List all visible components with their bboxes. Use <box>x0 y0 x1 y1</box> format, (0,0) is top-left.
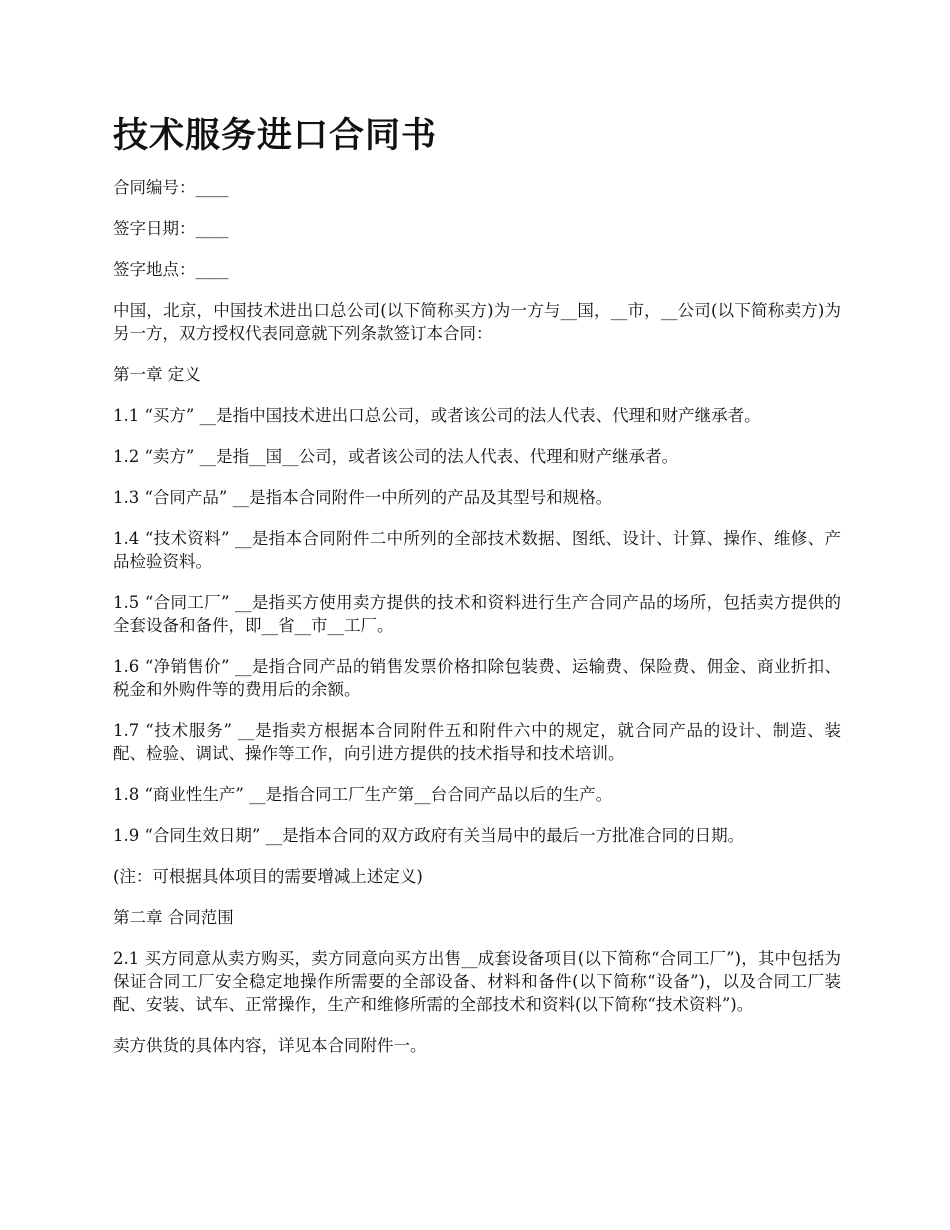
document-page <box>113 112 841 1075</box>
clause-1-6: 1.6 “净销售价” __是指合同产品的销售发票价格扣除包装费、运输费、保险费、佣金、商业折扣、税金和外购件等的费用后的余额。 <box>113 657 841 699</box>
chapter-2-heading: 第二章 合同范围 <box>113 908 234 927</box>
clause-1-2: 1.2 “卖方” __是指__国__公司，或者该公司的法人代表、代理和财产继承者。 <box>113 447 679 466</box>
clause-1-8: 1.8 “商业性生产” __是指合同工厂生产第__台合同产品以后的生产。 <box>113 785 613 804</box>
definitions-note: (注：可根据具体项目的需要增减上述定义) <box>113 867 423 886</box>
clause-1-3: 1.3 “合同产品” __是指本合同附件一中所列的产品及其型号和规格。 <box>113 488 613 507</box>
supply-content-note: 卖方供货的具体内容，详见本合同附件一。 <box>113 1036 427 1055</box>
signing-date-line: 签字日期：____ <box>113 219 229 238</box>
clause-1-5: 1.5 “合同工厂” __是指买方使用卖方提供的技术和资料进行生产合同产品的场所，包括卖方提供的全套设备和备件，即__省__市__工厂。 <box>113 593 841 635</box>
preamble-paragraph: 中国，北京，中国技术进出口总公司(以下简称买方)为一方与__国，__市，__公司(以下简称卖方)为另一方，双方授权代表同意就下列条款签订本合同： <box>113 301 841 343</box>
clause-2-1: 2.1 买方同意从卖方购买，卖方同意向买方出售__成套设备项目(以下简称“合同工厂”)，其中包括为保证合同工厂安全稳定地操作所需要的全部设备、材料和备件(以下简称“设备”)，以及合同工厂装配、安装、试车、正常操作，生产和维修所需的全部技术和资料(以下简称“技术资料”)。 <box>113 949 841 1014</box>
clause-1-9: 1.9 “合同生效日期” __是指本合同的双方政府有关当局中的最后一方批准合同的日期。 <box>113 826 745 845</box>
chapter-1-heading: 第一章 定义 <box>113 365 201 384</box>
contract-number-line: 合同编号：____ <box>113 178 229 197</box>
document-title: 技术服务进口合同书 <box>113 116 438 156</box>
clause-1-7: 1.7 “技术服务” __是指卖方根据本合同附件五和附件六中的规定，就合同产品的设计、制造、装配、检验、调试、操作等工作，向引进方提供的技术指导和技术培训。 <box>113 721 841 763</box>
signing-place-line: 签字地点：____ <box>113 260 229 279</box>
clause-1-4: 1.4 “技术资料” __是指本合同附件二中所列的全部技术数据、图纸、设计、计算、操作、维修、产品检验资料。 <box>113 529 841 571</box>
clause-1-1: 1.1 “买方” __是指中国技术进出口总公司，或者该公司的法人代表、代理和财产继承者。 <box>113 406 761 425</box>
